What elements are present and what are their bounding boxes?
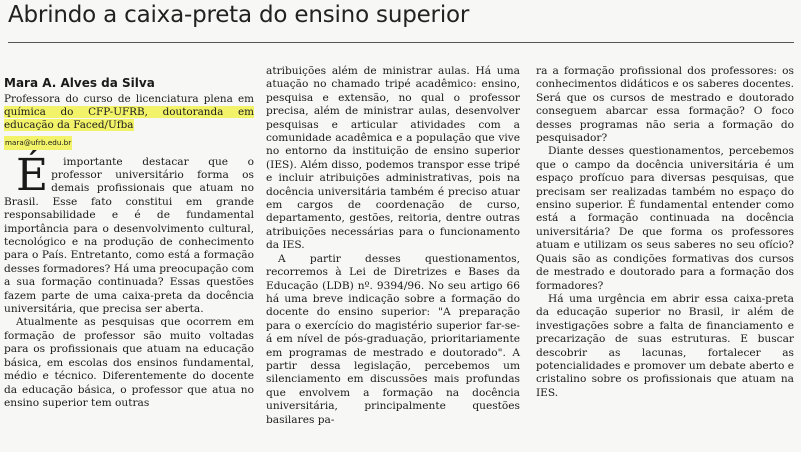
paragraph: ra a formação profissional dos professores: os conhecimentos didáticos e os saberes docentes. Será que os cursos de mestrado e doutorado conseguem abarcar essa formação? O foco desses programas não seria a formação do pesquisador? — [536, 65, 794, 145]
author-bio — [4, 93, 254, 131]
headline: Abrindo a caixa-preta do ensino superior — [8, 2, 470, 28]
column-1 — [4, 77, 254, 410]
author-bio-highlight: química do CFP-UFRB, doutoranda em educação da Faced/Ufba — [4, 106, 254, 131]
paragraph — [4, 149, 254, 317]
paragraph: atribuições além de ministrar aulas. Há uma atuação no chamado tripé acadêmico: ensino, pesquisa e extensão, no qual o professor precisa, além de ministrar aulas, desenvolver pesquisas e articular atividades com a comunidade acadêmica e a população que vive no entorno da instituição de ensino superior (IES). Além disso, podemos transpor esse tripé e incluir atribuições administrativas, pois na docência universitária também é preciso atuar em cargos de coordenação de curso, departamento, gestões, reitoria, dentre outras atribuições necessárias para o funcionamento da IES. — [266, 65, 520, 252]
author-bio-text: Professora do curso de licenciatura plena em — [4, 93, 254, 106]
paragraph: Diante desses questionamentos, percebemos que o campo da docência universitária é um espaço profícuo para diversas pesquisas, que precisam ser realizadas também no espaço do ensino superior. É fundamental entender como está a formação continuada na docência universitária? De que forma os professores atuam e utilizam os seus saberes no seu ofício? Quais são as condições formativas dos cursos de mestrado e doutorado para a formação dos formadores? — [536, 145, 794, 292]
headline-rule — [8, 42, 794, 43]
paragraph: A partir desses questionamentos, recorremos à Lei de Diretrizes e Bases da Educação (LDB) nº. 9394/96. No seu artigo 66 há uma breve indicação sobre a formação do docente do ensino superior: "A preparação para o exercício do magistério superior far-se-á em nível de pós-graduação, prioritariamente em programas de mestrado e doutorado". A partir dessa legislação, percebemos um silenciamento em discussões mais profundas que envolvem a formação na docência universitária, principalmente questões basilares pa- — [266, 252, 520, 426]
drop-cap: É — [16, 149, 49, 201]
paragraph-text: importante destacar que o professor universitário forma os demais profissionais que atuam no Brasil. Esse fato constitui em grande responsabilidade e é de fundamental importância para o desenvolvimento cultural, tecnológico e na produção de conhecimento para o País. Entretanto, como está a formação desses formadores? Há uma preocupação com a sua formação continuada? Essas questões fazem parte de uma caixa-preta da docência universitária, que precisa ser aberta. — [4, 155, 254, 316]
paragraph: Há uma urgência em abrir essa caixa-preta da educação superior no Brasil, ir além de investigações sobre a falta de financiamento e precarização de suas estruturas. E buscar descobrir as lacunas, fortalecer as potencialidades e promover um debate aberto e cristalino sobre os profissionais que atuam na IES. — [536, 292, 794, 399]
author-email[interactable]: mara@ufrb.edu.br — [4, 136, 72, 149]
column-3 — [536, 65, 794, 400]
column-2 — [266, 65, 520, 427]
author-name: Mara A. Alves da Silva — [4, 76, 155, 90]
paragraph: Atualmente as pesquisas que ocorrem em formação de professor são muito voltadas para os profissionais que atuam na educação básica, em escolas dos ensinos fundamental, médio e técnico. Diferentemente do docente da educação básica, o professor que atua no ensino superior tem outras — [4, 316, 254, 409]
